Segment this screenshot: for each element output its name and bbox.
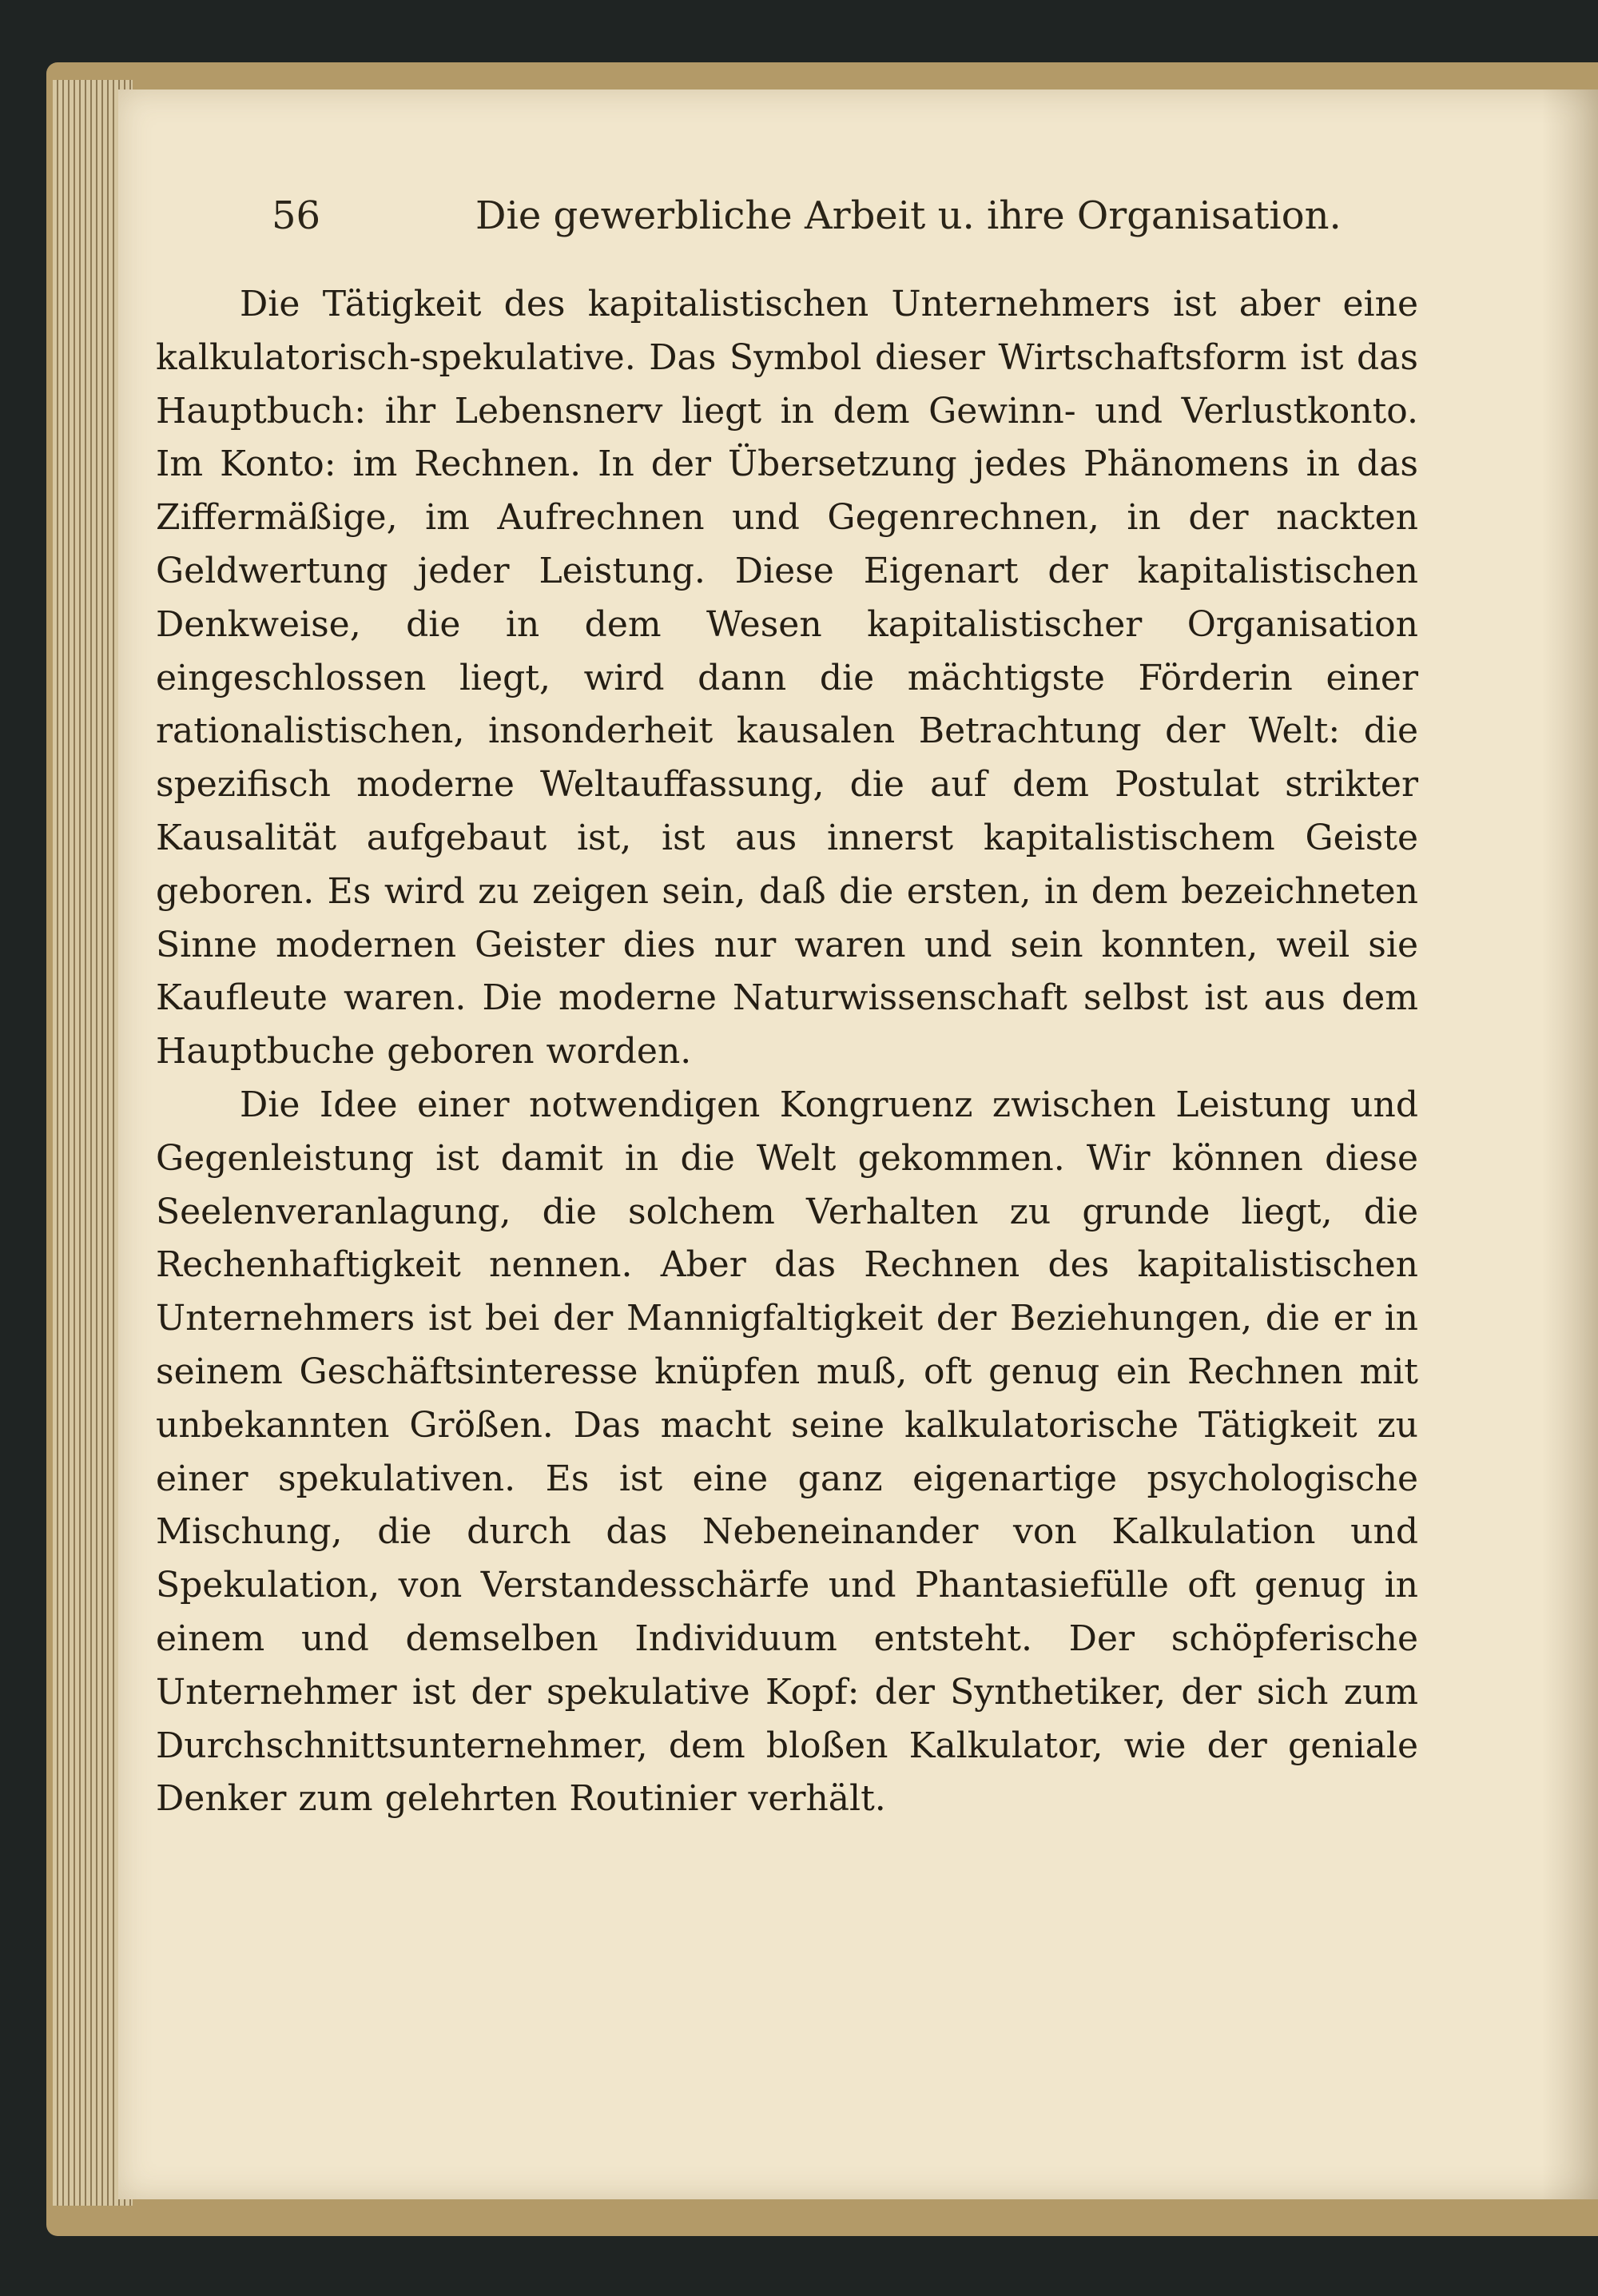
body-text [156, 278, 1418, 2036]
paragraph: Die Idee einer notwendigen Kongruenz zwischen Leistung und Gegenleistung ist damit in die Welt gekommen. Wir können diese Seelenveranlagung, die solchem Verhalten zu grunde liegt, die Rechenhaftigkeit nennen. Aber das Rechnen des kapitalistischen Unternehmers ist bei der Mannigfaltigkeit der Beziehungen, die er in seinem Geschäftsinteresse knüpfen muß, oft genug ein Rechnen mit unbekannten Größen. Das macht seine kalkulatorische Tätigkeit zu einer spekulativen. Es ist eine ganz eigenartige psychologische Mischung, die durch das Nebeneinander von Kalkulation und Spekulation, von Verstandesschärfe und Phantasiefülle oft genug in einem und demselben Individuum entsteht. Der schöpferische Unternehmer ist der spekulative Kopf: der Synthetiker, der sich zum Durchschnittsunternehmer, dem bloßen Kalkulator, wie der geniale Denker zum gelehrten Routinier verhält. [156, 1084, 1418, 1820]
page-header [152, 188, 1430, 244]
page-number: 56 [272, 193, 321, 238]
running-head: Die gewerbliche Arbeit u. ihre Organisation. [475, 193, 1342, 238]
gutter-shadow [1542, 90, 1598, 2199]
paragraph: Die Tätigkeit des kapitalistischen Unternehmers ist aber eine kalkulatorisch-spekulative. Das Symbol dieser Wirtschaftsform ist das Hauptbuch: ihr Lebensnerv liegt in dem Gewinn- und Verlustkonto. Im Konto: im Rechnen. In der Übersetzung jedes Phänomens in das Ziffermäßige, im Aufrechnen und Gegenrechnen, in der nackten Geldwertung jeder Leistung. Diese Eigenart der kapitalistischen Denkweise, die in dem Wesen kapitalistischer Organisation eingeschlossen liegt, wird dann die mächtigste Förderin einer rationalistischen, insonderheit kausalen Betrachtung der Welt: die spezifisch moderne Weltauffassung, die auf dem Postulat strikter Kausalität aufgebaut ist, ist aus innerst kapitalistischem Geiste geboren. Es wird zu zeigen sein, daß die ersten, in dem bezeichneten Sinne modernen Geister dies nur waren und sein konnten, weil sie Kaufleute waren. Die moderne Naturwissenschaft selbst ist aus dem Hauptbuche geboren worden. [156, 284, 1418, 1072]
